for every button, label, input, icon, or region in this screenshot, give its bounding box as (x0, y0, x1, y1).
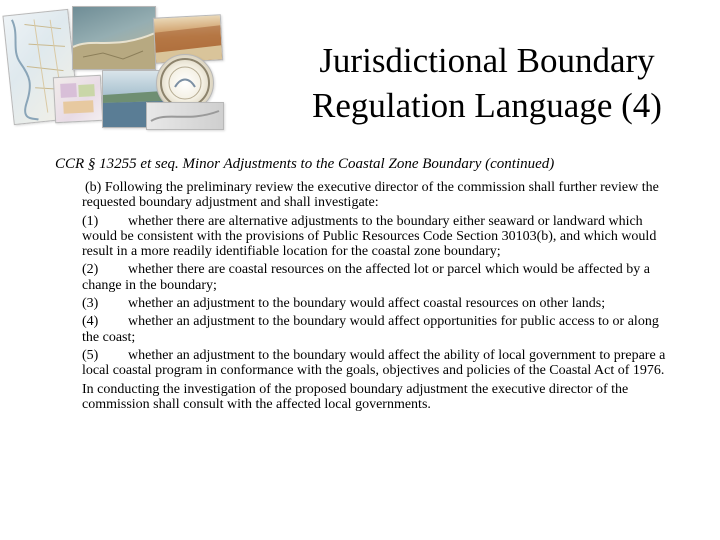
item-number: (4) (82, 314, 99, 330)
list-item (82, 348, 676, 379)
regulation-text (82, 180, 676, 415)
section-citation: CCR § 13255 et seq. Minor Adjustments to the Coastal Zone Boundary (continued) (55, 156, 555, 172)
item-text: whether there are alternative adjustments to the boundary either seaward or landward which would be consistent with the provisions of Public Resources Code Section 30103(b), and which would result in a more readily identifiable location for the coastal zone boundary; (82, 213, 657, 260)
parcel-map-image (53, 75, 103, 123)
title-line-2: Regulation Language (4) (312, 86, 662, 125)
item-text: whether an adjustment to the boundary would affect opportunities for public access to or along the coast; (82, 314, 659, 345)
slide-title (292, 38, 682, 128)
title-line-1: Jurisdictional Boundary (319, 41, 655, 80)
closing-paragraph: In conducting the investigation of the proposed boundary adjustment the executive director of the commission shall consult with the affected local governments. (82, 381, 629, 412)
aerial-photo-image (72, 6, 156, 70)
item-number: (2) (82, 262, 99, 278)
item-text: whether there are coastal resources on the affected lot or parcel which would be affected by a change in the boundary; (82, 262, 650, 293)
boundary-map-image (146, 102, 224, 130)
intro-paragraph: (b) Following the preliminary review the executive director of the commission shall further review the requested boundary adjustment and shall investigate: (82, 180, 659, 211)
item-text: whether an adjustment to the boundary would affect the ability of local government to prepare a local coastal program in conformance with the goals, objectives and policies of the Coastal Act of 1976. (82, 347, 666, 379)
list-item (82, 214, 676, 260)
item-number: (5) (82, 347, 99, 363)
list-item (82, 262, 676, 293)
map-collage-image (6, 6, 232, 132)
item-text: whether an adjustment to the boundary would affect coastal resources on other lands; (128, 296, 606, 312)
list-item (82, 296, 676, 311)
item-number: (1) (82, 213, 99, 229)
item-number: (3) (82, 296, 99, 312)
list-item (82, 314, 676, 345)
